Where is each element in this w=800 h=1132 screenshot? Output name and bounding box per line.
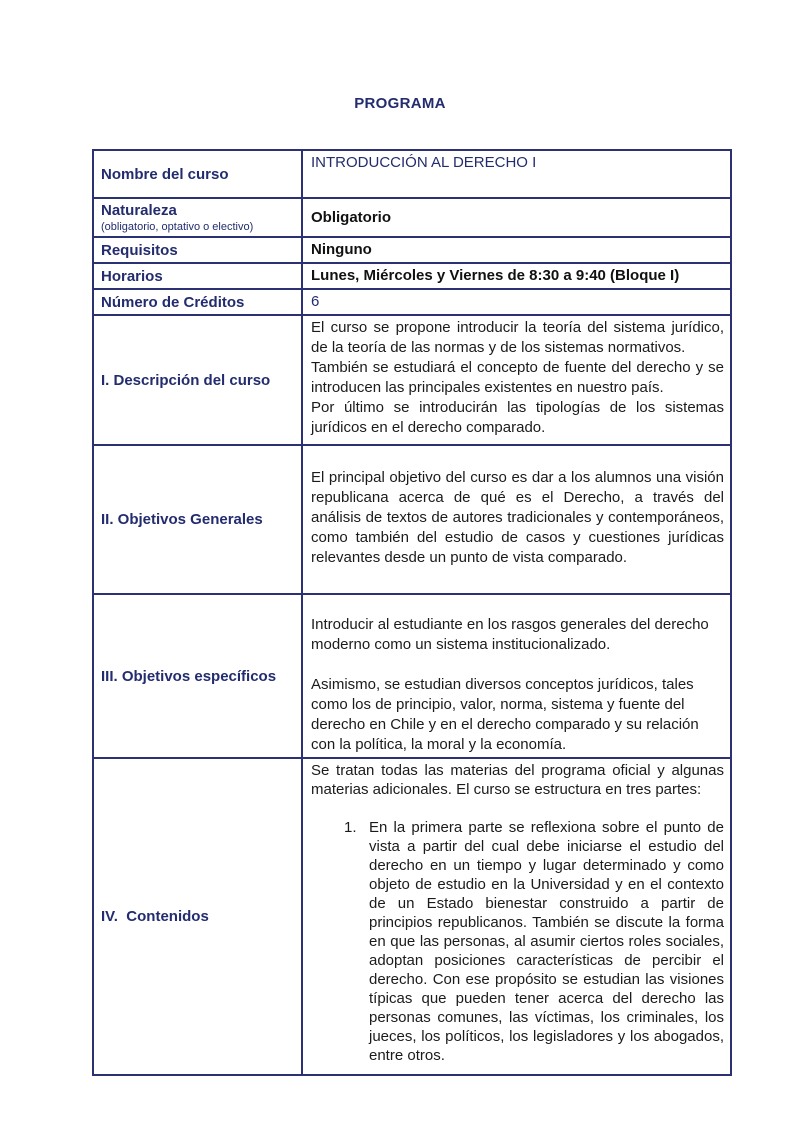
creditos-value: 6 <box>311 293 320 310</box>
row-label-descripcion <box>94 316 303 444</box>
row-value-creditos <box>303 290 730 314</box>
naturaleza-value: Obligatorio <box>311 208 391 226</box>
page-title: PROGRAMA <box>354 95 446 112</box>
course-name-value: INTRODUCCIÓN AL DERECHO I <box>311 154 537 171</box>
row-sublabel-text: (obligatorio, optativo o electivo) <box>101 221 254 233</box>
list-item-text: En la primera parte se reflexiona sobre el punto de vista a partir del cual debe iniciarse el estudio del derecho en un tiempo y lugar determinado y como objeto de estudio en la Universidad y en el contexto de un Estado bienestar construido a partir de principios republicanos. También se discute la forma en que las personas, al asumir ciertos roles sociales, adoptan posiciones características de percibir el derecho. Con ese propósito se estudian las visiones típicas que pueden tener acerca del derecho las personas comunes, las víctimas, los criminales, los jueces, los políticos, los legisladores y los abogados, entre otros. <box>369 819 724 1064</box>
requisitos-value: Ninguno <box>311 241 372 258</box>
row-value-nombre <box>303 151 730 197</box>
row-label-text: I. Descripción del curso <box>101 371 271 389</box>
descripcion-paragraph: Por último se introducirán las tipologías de los sistemas jurídicos en el derecho comparado. <box>311 399 724 436</box>
row-value-naturaleza <box>303 199 730 236</box>
row-label-text: Naturaleza <box>101 202 177 219</box>
table-row-contenidos <box>94 759 730 1074</box>
table-row-horarios <box>94 264 730 290</box>
row-label-horarios <box>94 264 303 288</box>
table-row-naturaleza <box>94 199 730 238</box>
row-label-objetivos-generales <box>94 446 303 593</box>
row-label-text: Nombre del curso <box>101 165 229 183</box>
row-label-text: Número de Créditos <box>101 293 245 311</box>
row-label-text: Horarios <box>101 267 163 285</box>
row-label-objetivos-especificos <box>94 595 303 757</box>
row-value-requisitos <box>303 238 730 262</box>
program-table <box>92 149 732 1076</box>
row-value-objetivos-especificos <box>303 595 730 757</box>
table-row-creditos <box>94 290 730 316</box>
table-row-nombre <box>94 151 730 199</box>
horarios-value: Lunes, Miércoles y Viernes de 8:30 a 9:40 (Bloque I) <box>311 267 680 284</box>
table-row-objetivos-generales <box>94 446 730 595</box>
contenidos-list-item <box>344 818 724 1065</box>
row-label-naturaleza <box>94 199 303 236</box>
row-label-text: IV. Contenidos <box>101 908 209 925</box>
descripcion-paragraph: También se estudiará el concepto de fuente del derecho y se introducen las principales existentes en nuestro país. <box>311 359 724 396</box>
row-label-requisitos <box>94 238 303 262</box>
row-label-contenidos <box>94 759 303 1074</box>
objetivos-especificos-paragraph: Asimismo, se estudian diversos conceptos jurídicos, tales como los de principio, valor, norma, sistema y fuente del derecho en Chile y en el derecho comparado y su relación con la política, la moral y la economía. <box>311 676 699 753</box>
objetivos-generales-paragraph: El principal objetivo del curso es dar a los alumnos una visión republicana acerca de qué es el Derecho, a través del análisis de textos de autores tradicionales y contemporáneos, como también del estudio de casos y cuestiones jurídicas relevantes desde un punto de vista comparado. <box>311 469 724 566</box>
row-value-objetivos-generales <box>303 446 730 593</box>
table-row-descripcion <box>94 316 730 446</box>
row-label-text: Requisitos <box>101 241 178 259</box>
list-item-number: 1. <box>344 819 357 836</box>
table-row-objetivos-especificos <box>94 595 730 759</box>
objetivos-especificos-paragraph: Introducir al estudiante en los rasgos generales del derecho moderno como un sistema institucionalizado. <box>311 616 709 653</box>
row-label-text: II. Objetivos Generales <box>101 511 263 528</box>
row-label-nombre <box>94 151 303 197</box>
contenidos-intro: Se tratan todas las materias del programa oficial y algunas materias adicionales. El curso se estructura en tres partes: <box>311 762 724 798</box>
table-row-requisitos <box>94 238 730 264</box>
descripcion-paragraph: El curso se propone introducir la teoría del sistema jurídico, de la teoría de las normas y de los sistemas normativos. <box>311 319 724 356</box>
row-label-text: III. Objetivos específicos <box>101 667 277 685</box>
row-label-creditos <box>94 290 303 314</box>
row-value-horarios <box>303 264 730 288</box>
row-value-descripcion <box>303 316 730 444</box>
row-value-contenidos <box>303 759 730 1074</box>
